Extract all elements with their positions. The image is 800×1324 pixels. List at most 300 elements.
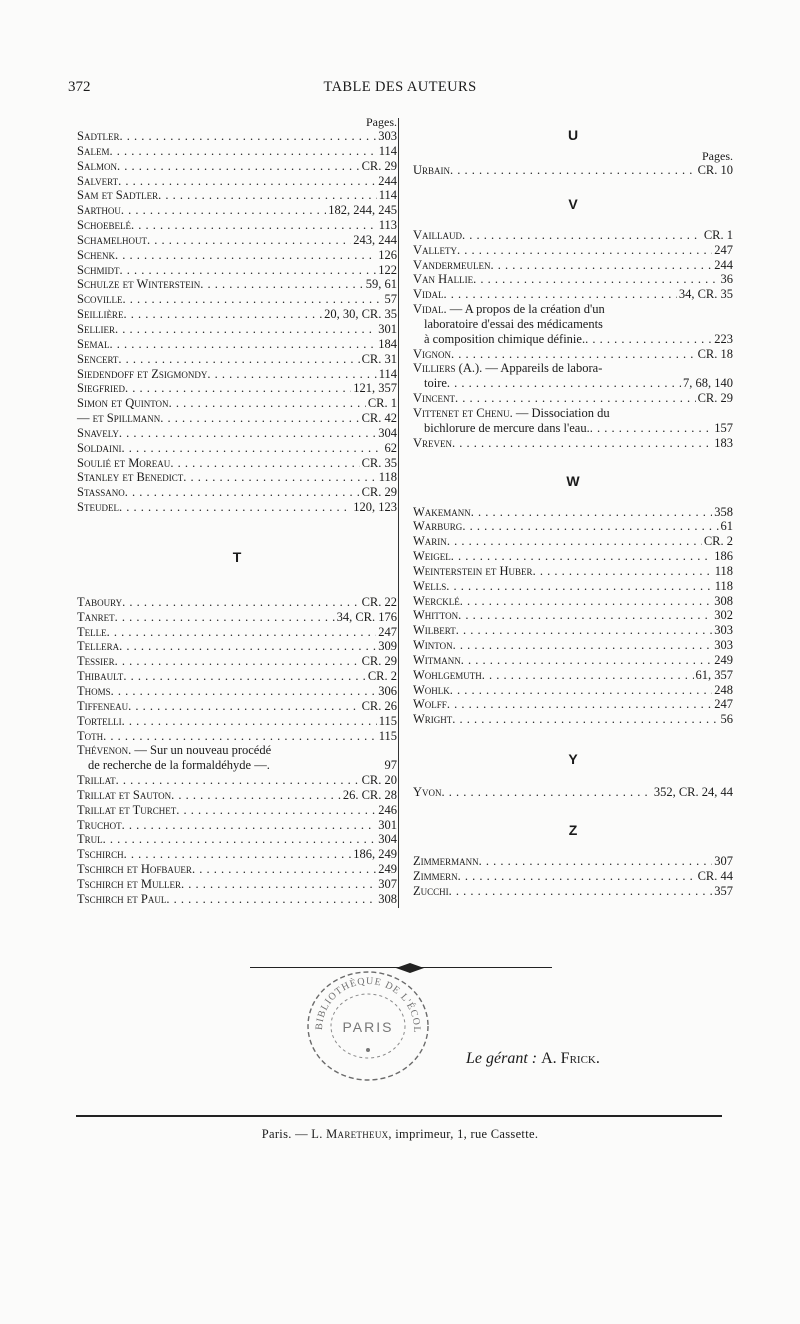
leader-dots bbox=[458, 869, 696, 884]
entry-name: Sencert bbox=[77, 351, 119, 366]
entry-name: Siedendoff et Zsigmondy bbox=[77, 366, 208, 381]
entry-name: Schenk bbox=[77, 247, 115, 262]
leader-dots bbox=[176, 803, 376, 818]
index-entry bbox=[413, 564, 733, 579]
leader-dots bbox=[166, 892, 376, 907]
signature-line bbox=[466, 1050, 600, 1068]
index-entry bbox=[77, 129, 397, 144]
entry-name: Warburg bbox=[413, 519, 463, 534]
index-entry bbox=[77, 625, 397, 640]
signature-name: A. Frick. bbox=[541, 1050, 600, 1067]
index-entry bbox=[413, 361, 733, 391]
index-section-t bbox=[77, 595, 397, 743]
leader-dots bbox=[451, 549, 712, 564]
index-entry bbox=[77, 892, 397, 907]
leader-dots bbox=[118, 174, 376, 189]
index-entry bbox=[77, 714, 397, 729]
entry-ref: 113 bbox=[378, 218, 397, 233]
entry-name: Zucchi bbox=[413, 883, 449, 898]
entry-ref: 247 bbox=[714, 697, 733, 712]
entry-name: Vaillaud bbox=[413, 227, 463, 242]
entry-ref: 306 bbox=[378, 684, 397, 698]
entry-text: bichlorure de mercure dans l'eau. bbox=[424, 420, 590, 435]
entry-ref: 244 bbox=[714, 257, 733, 272]
index-entry bbox=[77, 832, 397, 847]
entry-name: Trillat et Turchet bbox=[77, 802, 177, 817]
pages-label: Pages. bbox=[702, 149, 733, 163]
index-entry bbox=[77, 188, 397, 203]
entry-ref: 114 bbox=[378, 188, 397, 203]
entry-text: . — A propos de la création d'un bbox=[443, 302, 605, 317]
index-entry bbox=[413, 594, 733, 609]
index-entry bbox=[77, 699, 397, 714]
entry-ref: 247 bbox=[714, 242, 733, 257]
index-entry bbox=[77, 610, 397, 625]
entry-ref: 183 bbox=[714, 435, 733, 450]
svg-text:PARIS: PARIS bbox=[342, 1019, 394, 1035]
entry-ref: 184 bbox=[378, 336, 397, 351]
entry-name: Vincent bbox=[413, 391, 456, 406]
column-divider bbox=[398, 118, 399, 908]
entry-ref: 62 bbox=[384, 440, 397, 455]
entry-ref: 34, CR. 35 bbox=[678, 287, 733, 302]
leader-dots bbox=[183, 470, 376, 485]
index-entry bbox=[413, 228, 733, 243]
leader-dots bbox=[115, 322, 376, 337]
entry-ref: 244 bbox=[378, 173, 397, 188]
entry-name: Wohlgemuth bbox=[413, 667, 482, 682]
entry-ref: 357 bbox=[714, 883, 733, 898]
entry-name: Tiffeneau bbox=[77, 698, 129, 713]
index-entry bbox=[77, 639, 397, 654]
leader-dots bbox=[115, 248, 376, 263]
entry-ref: 249 bbox=[378, 862, 397, 877]
index-section-s bbox=[77, 129, 397, 515]
leader-dots bbox=[457, 243, 712, 258]
entry-ref: 56 bbox=[720, 712, 733, 727]
index-entry bbox=[77, 337, 397, 352]
index-entry bbox=[77, 877, 397, 892]
entry-ref: 59, 61 bbox=[365, 277, 397, 292]
leader-dots bbox=[181, 877, 376, 892]
entry-ref: 115 bbox=[378, 728, 397, 743]
index-entry bbox=[413, 534, 733, 549]
entry-ref: 120, 123 bbox=[353, 500, 397, 515]
entry-ref: CR. 2 bbox=[703, 534, 733, 549]
entry-name: Vittenet et Chenu bbox=[413, 405, 510, 420]
entry-name: Weinterstein et Huber bbox=[413, 563, 533, 578]
entry-ref: 303 bbox=[378, 129, 397, 143]
entry-ref: CR. 29 bbox=[361, 485, 397, 500]
leader-dots bbox=[121, 203, 326, 218]
entry-ref: 304 bbox=[378, 425, 397, 440]
entry-name: Stassano bbox=[77, 485, 125, 500]
entry-ref: 57 bbox=[384, 292, 397, 307]
index-entry bbox=[77, 470, 397, 485]
entry-name: Winton bbox=[413, 638, 453, 653]
leader-dots bbox=[122, 714, 377, 729]
page-number: 372 bbox=[68, 79, 91, 95]
index-entry bbox=[77, 218, 397, 233]
leader-dots bbox=[200, 277, 363, 292]
index-section-t-cont bbox=[77, 773, 397, 907]
entry-name: Warin bbox=[413, 534, 447, 549]
entry-name: Siegfried bbox=[77, 381, 125, 396]
leader-dots bbox=[119, 500, 351, 515]
leader-dots bbox=[111, 684, 377, 699]
entry-ref: 307 bbox=[378, 876, 397, 891]
leader-dots bbox=[447, 534, 702, 549]
index-entry bbox=[77, 411, 397, 426]
index-entry bbox=[77, 773, 397, 788]
index-entry bbox=[413, 854, 733, 869]
svg-text:BIBLIOTHÈQUE DE L'ÉCOLE DE PHA: BIBLIOTHÈQUE DE L'ÉCOL bbox=[313, 975, 423, 1034]
entry-ref: 126 bbox=[378, 247, 397, 262]
leader-dots bbox=[482, 668, 694, 683]
index-entry bbox=[413, 712, 733, 727]
index-entry bbox=[77, 367, 397, 382]
leader-dots bbox=[109, 337, 376, 352]
leader-dots bbox=[123, 669, 366, 684]
leader-dots bbox=[450, 683, 712, 698]
entry-ref: 118 bbox=[714, 578, 733, 593]
entry-name: Vallety bbox=[413, 242, 458, 257]
leader-dots bbox=[121, 441, 382, 456]
entry-ref: CR. 18 bbox=[697, 346, 733, 361]
index-entry bbox=[413, 302, 733, 347]
leader-dots bbox=[460, 594, 712, 609]
leader-dots bbox=[122, 595, 359, 610]
entry-name: Vidal bbox=[413, 287, 444, 302]
letter-heading-w: W bbox=[566, 472, 580, 489]
entry-ref: CR. 44 bbox=[697, 868, 733, 883]
index-entry bbox=[413, 869, 733, 884]
entry-ref: CR. 42 bbox=[361, 411, 397, 426]
entry-ref: 309 bbox=[378, 639, 397, 654]
entry-ref: 304 bbox=[378, 832, 397, 847]
pages-label: Pages. bbox=[366, 115, 397, 129]
index-entry bbox=[77, 485, 397, 500]
leader-dots bbox=[116, 773, 360, 788]
entry-name: Taboury bbox=[77, 594, 123, 609]
leader-dots bbox=[473, 272, 718, 287]
entry-name: Vignon bbox=[413, 346, 452, 361]
leader-dots bbox=[491, 258, 713, 273]
index-entry bbox=[413, 243, 733, 258]
entry-ref: CR. 29 bbox=[361, 158, 397, 173]
index-entry bbox=[77, 684, 397, 699]
entry-name: Vreven bbox=[413, 435, 453, 450]
index-entry bbox=[77, 803, 397, 818]
entry-ref: CR. 35 bbox=[361, 455, 397, 470]
entry-name: Wright bbox=[413, 712, 453, 727]
entry-ref: 97 bbox=[384, 758, 397, 773]
entry-name: Tschirch bbox=[77, 847, 124, 862]
entry-text: (A.). — Appareils de labora- bbox=[455, 361, 603, 376]
leader-dots bbox=[103, 832, 377, 847]
entry-ref: 302 bbox=[714, 608, 733, 623]
entry-name: Schamelhout bbox=[77, 232, 147, 247]
entry-name: Salem bbox=[77, 143, 110, 158]
leader-dots bbox=[160, 411, 359, 426]
entry-ref: 308 bbox=[714, 593, 733, 608]
index-entry bbox=[413, 163, 733, 178]
index-entry bbox=[77, 818, 397, 833]
entry-name: Zimmermann bbox=[413, 854, 479, 868]
entry-name: Thévenon bbox=[77, 743, 129, 758]
entry-ref: 307 bbox=[714, 854, 733, 868]
leader-dots bbox=[442, 785, 652, 800]
right-column bbox=[413, 127, 733, 899]
leader-dots bbox=[458, 608, 712, 623]
entry-name: Wells bbox=[413, 578, 447, 593]
entry-name: Scoville bbox=[77, 292, 123, 307]
leader-dots bbox=[118, 352, 359, 367]
running-title: TABLE DES AUTEURS bbox=[323, 79, 477, 95]
index-entry bbox=[77, 743, 397, 773]
index-entry bbox=[77, 277, 397, 292]
leader-dots bbox=[107, 625, 377, 640]
entry-name: Thoms bbox=[77, 684, 111, 698]
entry-text: . — Dissociation du bbox=[509, 405, 610, 420]
entry-name: Schoebelé bbox=[77, 218, 131, 233]
entry-ref: 308 bbox=[378, 891, 397, 906]
entry-text: . — Sur un nouveau procédé bbox=[128, 743, 272, 758]
leader-dots bbox=[453, 638, 713, 653]
footer-rule bbox=[76, 1115, 722, 1117]
index-entry bbox=[77, 862, 397, 877]
index-entry bbox=[77, 396, 397, 411]
entry-name: Tschirch et Paul bbox=[77, 891, 167, 906]
leader-dots bbox=[119, 129, 376, 144]
entry-ref: 26. CR. 28 bbox=[342, 787, 397, 802]
entry-ref: 248 bbox=[714, 682, 733, 697]
leader-dots bbox=[115, 654, 360, 669]
leader-dots bbox=[471, 505, 712, 520]
index-section-v bbox=[413, 228, 733, 302]
entry-ref: 182, 244, 245 bbox=[328, 203, 397, 218]
leader-dots bbox=[158, 188, 377, 203]
entry-text: laboratoire d'essai des médicaments bbox=[424, 316, 603, 331]
index-entry bbox=[413, 272, 733, 287]
leader-dots bbox=[119, 426, 376, 441]
entry-name: Tessier bbox=[77, 654, 115, 669]
entry-text: de recherche de la formaldéhyde —. bbox=[88, 758, 270, 773]
index-entry bbox=[77, 426, 397, 441]
entry-name: Stanley et Benedict bbox=[77, 470, 184, 485]
entry-ref: CR. 29 bbox=[697, 391, 733, 406]
entry-name: Tortelli bbox=[77, 713, 122, 728]
index-entry bbox=[413, 579, 733, 594]
leader-dots bbox=[207, 367, 376, 382]
entry-ref: 114 bbox=[378, 366, 397, 381]
letter-heading-y: Y bbox=[568, 751, 578, 768]
entry-name: Wercklé bbox=[413, 593, 460, 608]
index-entry bbox=[77, 174, 397, 189]
leader-dots bbox=[447, 697, 712, 712]
entry-ref: 118 bbox=[378, 470, 397, 485]
leader-dots bbox=[444, 287, 677, 302]
leader-dots bbox=[192, 862, 376, 877]
entry-ref: 358 bbox=[714, 504, 733, 519]
entry-ref: 246 bbox=[378, 802, 397, 817]
leader-dots bbox=[450, 163, 696, 178]
entry-name: Vandermeulen bbox=[413, 257, 491, 272]
entry-ref: 61, 357 bbox=[695, 667, 733, 682]
entry-ref: 247 bbox=[378, 624, 397, 639]
entry-name: — et Spillmann bbox=[77, 411, 161, 426]
entry-name: Sellier bbox=[77, 321, 115, 336]
index-entry bbox=[77, 322, 397, 337]
entry-ref: 301 bbox=[378, 321, 397, 336]
entry-ref: 223 bbox=[714, 331, 733, 346]
entry-name: Yvon bbox=[413, 785, 442, 800]
entry-ref: 121, 357 bbox=[353, 381, 397, 396]
entry-name: Trillat et Sauton bbox=[77, 787, 172, 802]
index-entry bbox=[413, 406, 733, 436]
leader-dots bbox=[119, 639, 376, 654]
leader-dots bbox=[462, 519, 718, 534]
entry-name: Villiers bbox=[413, 361, 456, 376]
leader-dots bbox=[124, 847, 352, 862]
entry-name: Tschirch et Muller bbox=[77, 876, 182, 891]
entry-name: Witmann bbox=[413, 652, 461, 667]
entry-name: Snavely bbox=[77, 425, 119, 440]
entry-ref: CR. 26 bbox=[361, 698, 397, 713]
index-entry bbox=[77, 233, 397, 248]
entry-ref: 34, CR. 176 bbox=[336, 609, 397, 624]
signature-label: Le gérant : bbox=[466, 1050, 538, 1067]
index-entry bbox=[413, 653, 733, 668]
index-entry bbox=[413, 258, 733, 273]
entry-name: Weigel bbox=[413, 549, 451, 564]
entry-ref: CR. 1 bbox=[703, 227, 733, 242]
entry-text: à composition chimique définie. bbox=[424, 331, 586, 346]
entry-name: Tellera bbox=[77, 639, 120, 654]
leader-dots bbox=[103, 729, 377, 744]
leader-dots bbox=[117, 159, 360, 174]
leader-dots bbox=[125, 485, 360, 500]
entry-name: Salmon bbox=[77, 158, 117, 173]
leader-dots bbox=[131, 218, 377, 233]
entry-name: Trillat bbox=[77, 773, 116, 788]
entry-name: Whitton bbox=[413, 608, 459, 623]
entry-name: Salvert bbox=[77, 173, 119, 188]
leader-dots bbox=[147, 233, 351, 248]
entry-name: Wilbert bbox=[413, 623, 456, 638]
index-entry bbox=[77, 203, 397, 218]
entry-name: Tschirch et Hofbauer bbox=[77, 862, 192, 877]
entry-name: Sam et Sadtler bbox=[77, 188, 159, 203]
entry-name: Soldaini bbox=[77, 440, 122, 455]
entry-name: Zimmern bbox=[413, 868, 458, 883]
letter-heading-z: Z bbox=[568, 822, 578, 838]
index-entry bbox=[77, 441, 397, 456]
entry-ref: 122 bbox=[378, 262, 397, 277]
letter-heading-t: T bbox=[232, 548, 242, 565]
entry-name: Truchot bbox=[77, 817, 122, 832]
index-section-w bbox=[413, 505, 733, 728]
entry-name: Sarthou bbox=[77, 203, 121, 218]
index-section-z bbox=[413, 854, 733, 899]
entry-ref: 186, 249 bbox=[353, 847, 397, 862]
entry-ref: 157 bbox=[714, 420, 733, 435]
entry-name: Telle bbox=[77, 624, 107, 639]
index-entry bbox=[77, 248, 397, 263]
index-entry bbox=[413, 287, 733, 302]
entry-name: Wohlk bbox=[413, 682, 450, 697]
entry-name: Schmidt bbox=[77, 262, 120, 277]
index-entry bbox=[77, 144, 397, 159]
leader-dots bbox=[170, 456, 359, 471]
leader-dots bbox=[119, 263, 376, 278]
index-entry bbox=[77, 263, 397, 278]
leader-dots bbox=[122, 818, 377, 833]
left-column bbox=[77, 115, 397, 907]
entry-name: Schulze et Winterstein bbox=[77, 277, 201, 292]
entry-ref: 20, 30, CR. 35 bbox=[324, 307, 397, 322]
index-entry bbox=[77, 500, 397, 515]
index-entry bbox=[413, 785, 733, 800]
letter-heading-u: U bbox=[567, 127, 579, 143]
entry-name: Seillière bbox=[77, 307, 124, 322]
entry-ref: 249 bbox=[714, 652, 733, 667]
index-entry bbox=[77, 788, 397, 803]
index-entry bbox=[413, 549, 733, 564]
leader-dots bbox=[125, 381, 351, 396]
entry-name: Steudel bbox=[77, 500, 119, 515]
entry-ref: CR. 31 bbox=[361, 351, 397, 366]
index-entry bbox=[413, 347, 733, 362]
entry-name: Thibault bbox=[77, 669, 124, 684]
index-entry bbox=[413, 519, 733, 534]
leader-dots bbox=[446, 579, 712, 594]
library-stamp bbox=[296, 962, 438, 1082]
index-entry bbox=[413, 623, 733, 638]
leader-dots bbox=[169, 396, 366, 411]
index-entry bbox=[77, 159, 397, 174]
index-entry bbox=[77, 307, 397, 322]
leader-dots bbox=[123, 307, 322, 322]
entry-ref: 186 bbox=[714, 549, 733, 564]
entry-name: Soulié et Moreau bbox=[77, 455, 171, 470]
index-entry bbox=[413, 697, 733, 712]
index-entry bbox=[77, 352, 397, 367]
entry-ref: 303 bbox=[714, 623, 733, 638]
entry-name: Tanret bbox=[77, 609, 115, 624]
entry-ref: CR. 1 bbox=[367, 396, 397, 411]
leader-dots bbox=[452, 712, 718, 727]
index-entry bbox=[413, 884, 733, 899]
entry-name: Urbain bbox=[413, 163, 451, 177]
index-section-u bbox=[413, 163, 733, 178]
leader-dots bbox=[128, 699, 359, 714]
entry-ref: 7, 68, 140 bbox=[683, 376, 733, 391]
leader-dots bbox=[109, 144, 376, 159]
entry-ref: 301 bbox=[378, 817, 397, 832]
entry-ref: 114 bbox=[378, 143, 397, 158]
leader-dots bbox=[115, 610, 335, 625]
leader-dots bbox=[122, 292, 382, 307]
entry-ref: 243, 244 bbox=[353, 232, 397, 247]
entry-ref: 61 bbox=[720, 519, 733, 534]
entry-name: Wakemann bbox=[413, 504, 471, 519]
entry-ref: CR. 22 bbox=[361, 594, 397, 609]
leader-dots bbox=[171, 788, 341, 803]
leader-dots bbox=[456, 623, 712, 638]
index-entry bbox=[413, 668, 733, 683]
leader-dots bbox=[479, 854, 713, 869]
